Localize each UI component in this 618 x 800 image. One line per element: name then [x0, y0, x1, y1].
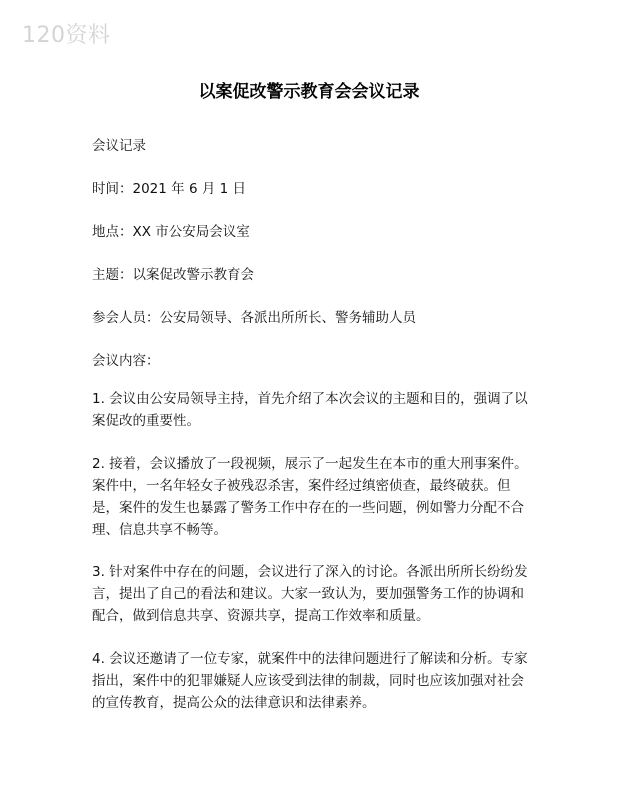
document-title: 以案促改警示教育会会议记录 [198, 82, 420, 102]
meeting-location: 地点：XX 市公安局会议室 [92, 224, 250, 240]
content-paragraph-2: 2. 接着，会议播放了一段视频，展示了一起发生在本市的重大刑事案件。案件中，一名年轻女子被残忍杀害，案件经过缜密侦查，最终破获。但是，案件的发生也暴露了警务工作中存在的一些问题，例如警力分配不合理、信息共享不畅等。 [92, 456, 528, 538]
content-label: 会议内容： [92, 353, 160, 369]
content-paragraph-4: 4. 会议还邀请了一位专家，就案件中的法律问题进行了解读和分析。专家指出，案件中的犯罪嫌疑人应该受到法律的制裁，同时也应该加强对社会的宣传教育，提高公众的法律意识和法律素养。 [92, 651, 528, 711]
header-label: 会议记录 [92, 138, 146, 154]
meeting-attendees: 参会人员：公安局领导、各派出所所长、警务辅助人员 [92, 310, 416, 326]
meeting-topic: 主题：以案促改警示教育会 [92, 267, 254, 283]
watermark: 120资料 [22, 23, 111, 48]
meeting-time: 时间：2021 年 6 月 1 日 [92, 181, 246, 197]
content-paragraph-1: 1. 会议由公安局领导主持，首先介绍了本次会议的主题和目的，强调了以案促改的重要性。 [92, 391, 528, 429]
content-paragraph-3: 3. 针对案件中存在的问题，会议进行了深入的讨论。各派出所所长纷纷发言，提出了自己的看法和建议。大家一致认为，要加强警务工作的协调和配合，做到信息共享、资源共享，提高工作效率和质量。 [92, 564, 528, 624]
